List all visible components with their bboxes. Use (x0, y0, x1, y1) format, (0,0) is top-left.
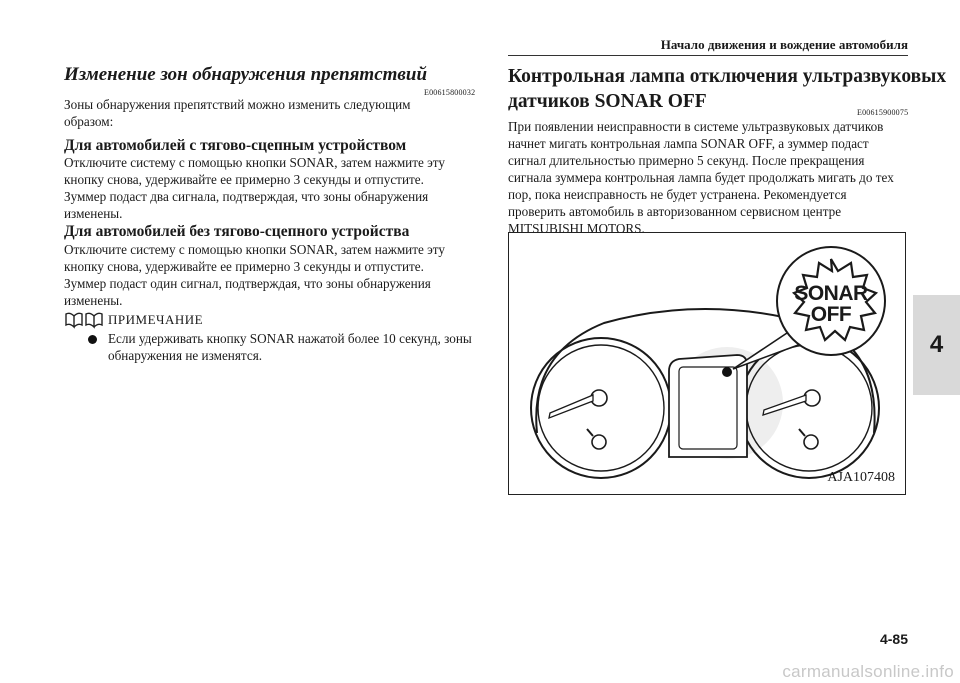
section-title-right (508, 64, 946, 114)
text-line: проверить автомобиль в авторизованном сервисном центре (508, 204, 842, 219)
section-code-left: E00615800032 (424, 88, 476, 97)
text-line: обнаружения не изменятся. (108, 348, 263, 363)
instrument-cluster-figure (508, 232, 906, 495)
right-knob (804, 435, 818, 449)
text-line: кнопку снова, удерживайте ее примерно 3 секунды и отпустите. (64, 172, 424, 187)
title-line: датчиков SONAR OFF (508, 91, 707, 112)
note-label: ПРИМЕЧАНИЕ (108, 312, 204, 327)
right-knob-stem (799, 429, 805, 436)
text-line: Отключите систему с помощью кнопки SONAR, затем нажмите эту (64, 242, 445, 257)
paragraph-sonar-off (508, 118, 894, 237)
text-line: сигнала зуммера контрольная лампа будет продолжать мигать до тех (508, 170, 894, 185)
instrument-cluster-drawing (509, 233, 905, 494)
text-line: изменены. (64, 206, 123, 221)
title-line: Контрольная лампа отключения ультразвуковых (508, 66, 947, 87)
indicator-label-line1: SONAR (794, 282, 868, 305)
text-line: MITSUBISHI MOTORS. (508, 221, 645, 236)
chapter-tab: 4 (913, 295, 960, 395)
bullet-icon (88, 335, 97, 344)
subsection-title-with-hitch: Для автомобилей с тягово-сцепным устройством (64, 137, 407, 154)
text-line: Зоны обнаружения препятствий можно изменить следующим (64, 97, 411, 112)
center-display-screen (679, 367, 737, 449)
text-line: изменены. (64, 293, 123, 308)
text-line: образом: (64, 114, 114, 129)
text-line: сигнал длительностью примерно 5 секунд. После прекращения (508, 153, 865, 168)
text-line: начнет мигать контрольная лампа SONAR OFF, а зуммер подаст (508, 136, 869, 151)
text-line: Зуммер подаст один сигнал, подтверждая, что зоны обнаружения (64, 276, 431, 291)
running-header: Начало движения и вождение автомобиля (660, 37, 908, 52)
paragraph-without-hitch (64, 241, 445, 309)
text-line: Отключите систему с помощью кнопки SONAR, затем нажмите эту (64, 155, 445, 170)
subsection-title-without-hitch: Для автомобилей без тягово-сцепного устройства (64, 223, 410, 240)
watermark: carmanualsonline.info (782, 662, 954, 681)
note-icon (64, 310, 104, 330)
sonar-indicator-dot (722, 367, 732, 377)
page-number: 4-85 (879, 631, 908, 647)
intro-paragraph (64, 96, 411, 130)
paragraph-with-hitch (64, 154, 445, 222)
sonar-off-label (793, 283, 869, 325)
text-line: кнопку снова, удерживайте ее примерно 3 секунды и отпустите. (64, 259, 424, 274)
note-text (108, 330, 472, 364)
section-code-right: E00615900075 (857, 108, 909, 117)
left-gauge-inner (538, 345, 664, 471)
text-line: Если удерживать кнопку SONAR нажатой более 10 секунд, зоны (108, 331, 472, 346)
header-divider (508, 55, 908, 56)
left-gauge-outer (531, 338, 671, 478)
text-line: Зуммер подаст два сигнала, подтверждая, что зоны обнаружения (64, 189, 429, 204)
text-line: При появлении неисправности в системе ультразвуковых датчиков (508, 119, 884, 134)
figure-code: AJA107408 (827, 470, 895, 485)
left-needle (549, 395, 593, 418)
left-knob-stem (587, 429, 593, 436)
section-title-left: Изменение зон обнаружения препятствий (64, 64, 428, 85)
left-knob (592, 435, 606, 449)
text-line: пор, пока неисправность не будет устранена. Рекомендуется (508, 187, 847, 202)
indicator-label-line2: OFF (810, 303, 852, 326)
